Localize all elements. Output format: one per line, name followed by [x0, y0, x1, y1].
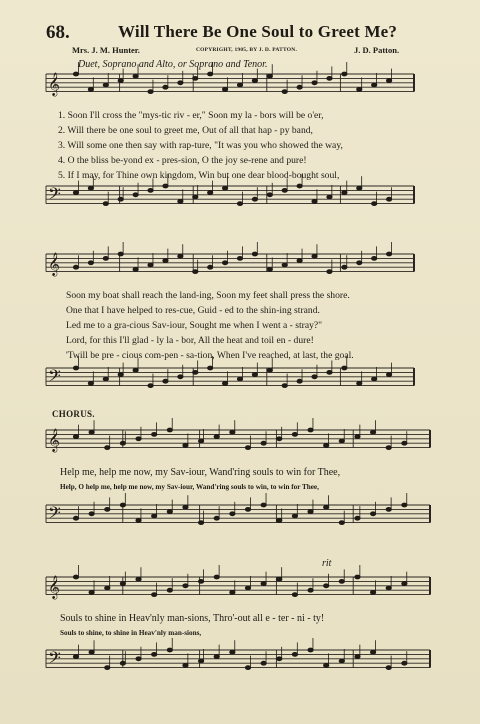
- note-head: [277, 519, 282, 523]
- note-head: [73, 655, 78, 659]
- note-head: [355, 435, 360, 439]
- note-head: [152, 653, 157, 657]
- note-head: [103, 257, 108, 261]
- note-head: [193, 270, 198, 274]
- note-head: [386, 79, 391, 83]
- note-head: [178, 375, 183, 379]
- note-head: [261, 582, 266, 586]
- note-head: [214, 516, 219, 520]
- note-head: [230, 512, 235, 516]
- verse-line: 5. If I may, for Thine own kingdom, Win but one dear blood-bought soul,: [58, 170, 340, 181]
- note-head: [133, 74, 138, 78]
- note-head: [88, 261, 93, 265]
- note-head: [324, 664, 329, 668]
- verse-line: 1. Soon I'll cross the "mys-tic riv - er," Soon my la - bors will be o'er,: [58, 110, 324, 121]
- note-head: [136, 577, 141, 581]
- note-head: [355, 575, 360, 579]
- note-head: [230, 650, 235, 654]
- note-head: [73, 435, 78, 439]
- note-head: [339, 659, 344, 663]
- note-head: [402, 503, 407, 507]
- clef-icon: 𝄞: [48, 251, 60, 276]
- note-head: [133, 193, 138, 197]
- verse-line: 2. Will there be one soul to greet me, Out of all that hap - py band,: [58, 125, 313, 136]
- note-head: [167, 648, 172, 652]
- note-head: [357, 261, 362, 265]
- note-head: [261, 503, 266, 507]
- note-head: [183, 505, 188, 509]
- note-head: [245, 508, 250, 512]
- note-head: [297, 379, 302, 383]
- note-head: [208, 366, 213, 370]
- verse-line: Soon my boat shall reach the land-ing, Soon my feet shall press the shore.: [66, 290, 350, 301]
- verse-line: Lord, for this I'll glad - ly la - bor, All the heat and toil en - dure!: [66, 335, 314, 346]
- note-head: [105, 586, 110, 590]
- note-head: [386, 373, 391, 377]
- note-head: [282, 90, 287, 94]
- note-head: [386, 197, 391, 201]
- verse-line: 'Twill be pre - cious com-pen - sa-tion, When I've reached, at last, the goal.: [66, 350, 354, 361]
- note-head: [105, 666, 110, 670]
- note-head: [277, 657, 282, 661]
- note-head: [198, 439, 203, 443]
- note-head: [222, 186, 227, 190]
- note-head: [386, 252, 391, 256]
- note-head: [312, 81, 317, 85]
- note-head: [372, 83, 377, 87]
- note-head: [342, 72, 347, 76]
- note-head: [163, 259, 168, 263]
- note-head: [237, 257, 242, 261]
- note-head: [198, 580, 203, 584]
- note-head: [105, 508, 110, 512]
- note-head: [152, 514, 157, 518]
- verse-line: One that I have helped to res-cue, Guid - ed to the shin-ing strand.: [66, 305, 320, 316]
- note-head: [103, 83, 108, 87]
- note-head: [118, 197, 123, 201]
- note-head: [357, 88, 362, 92]
- note-head: [103, 377, 108, 381]
- note-head: [73, 72, 78, 76]
- note-head: [308, 428, 313, 432]
- note-head: [277, 437, 282, 441]
- note-head: [372, 377, 377, 381]
- hymn-number: 68.: [46, 22, 70, 43]
- note-head: [282, 189, 287, 193]
- note-head: [342, 191, 347, 195]
- note-head: [402, 582, 407, 586]
- note-head: [372, 257, 377, 261]
- clef-icon: 𝄞: [48, 574, 60, 599]
- note-head: [222, 88, 227, 92]
- note-head: [297, 85, 302, 89]
- note-head: [277, 577, 282, 581]
- note-head: [386, 666, 391, 670]
- note-head: [402, 441, 407, 445]
- note-head: [252, 79, 257, 83]
- note-head: [339, 439, 344, 443]
- verse-line: 3. Will some one then say with rap-ture, "It was you who showed the way,: [58, 140, 343, 151]
- note-head: [193, 195, 198, 199]
- note-head: [237, 202, 242, 206]
- note-head: [214, 575, 219, 579]
- note-head: [312, 375, 317, 379]
- note-head: [312, 200, 317, 204]
- note-head: [252, 252, 257, 256]
- note-head: [297, 184, 302, 188]
- note-head: [230, 591, 235, 595]
- copyright-notice: COPYRIGHT, 1905, BY J. D. PATTON.: [196, 47, 298, 53]
- note-head: [282, 263, 287, 267]
- ritardando-marking: rit: [322, 558, 332, 569]
- chorus-line-2-upper: Souls to shine in Heav'nly man-sions, Thro'-out all e - ter - ni - ty!: [60, 613, 325, 624]
- note-head: [402, 661, 407, 665]
- note-head: [308, 510, 313, 514]
- note-head: [324, 584, 329, 588]
- verse-line: Led me to a gra-cious Sav-iour, Sought me when I went a - stray?": [66, 320, 323, 331]
- clef-icon: 𝄢: [48, 183, 61, 208]
- clef-icon: 𝄢: [48, 502, 61, 527]
- note-head: [342, 265, 347, 269]
- note-head: [133, 268, 138, 272]
- note-head: [183, 664, 188, 668]
- note-head: [120, 503, 125, 507]
- note-head: [73, 265, 78, 269]
- lyricist-credit: Mrs. J. M. Hunter.: [72, 45, 140, 55]
- note-head: [245, 666, 250, 670]
- verse-line: 4. O the bliss be-yond ex - pres-sion, O the joy se-rene and pure!: [58, 155, 307, 166]
- note-head: [308, 588, 313, 592]
- note-head: [372, 202, 377, 206]
- note-head: [370, 650, 375, 654]
- note-head: [355, 516, 360, 520]
- note-head: [267, 193, 272, 197]
- note-head: [267, 368, 272, 372]
- clef-icon: 𝄢: [48, 647, 61, 672]
- note-head: [355, 655, 360, 659]
- note-head: [245, 586, 250, 590]
- note-head: [88, 382, 93, 386]
- note-head: [152, 593, 157, 597]
- note-head: [73, 575, 78, 579]
- note-head: [118, 373, 123, 377]
- note-head: [386, 446, 391, 450]
- note-head: [327, 195, 332, 199]
- note-head: [357, 186, 362, 190]
- note-head: [312, 254, 317, 258]
- note-head: [193, 77, 198, 81]
- chorus-line-1-upper: Help me, help me now, my Sav-iour, Wand'ring souls to win for Thee,: [60, 467, 341, 478]
- note-head: [178, 254, 183, 258]
- note-head: [73, 516, 78, 520]
- note-head: [163, 184, 168, 188]
- note-head: [89, 591, 94, 595]
- composer-credit: J. D. Patton.: [354, 45, 400, 55]
- note-head: [136, 437, 141, 441]
- note-head: [324, 444, 329, 448]
- note-head: [148, 263, 153, 267]
- note-head: [370, 512, 375, 516]
- note-head: [292, 653, 297, 657]
- note-head: [297, 259, 302, 263]
- note-head: [339, 580, 344, 584]
- note-head: [327, 371, 332, 375]
- note-head: [167, 428, 172, 432]
- note-head: [222, 261, 227, 265]
- note-head: [198, 521, 203, 525]
- note-head: [386, 508, 391, 512]
- note-head: [183, 444, 188, 448]
- note-head: [267, 268, 272, 272]
- note-head: [357, 382, 362, 386]
- note-head: [163, 85, 168, 89]
- note-head: [292, 433, 297, 437]
- note-head: [148, 189, 153, 193]
- note-head: [178, 200, 183, 204]
- note-head: [118, 252, 123, 256]
- note-head: [261, 441, 266, 445]
- chorus-label: CHORUS.: [52, 409, 95, 419]
- note-head: [148, 384, 153, 388]
- note-head: [178, 81, 183, 85]
- note-head: [327, 77, 332, 81]
- note-head: [292, 514, 297, 518]
- note-head: [148, 90, 153, 94]
- note-head: [292, 593, 297, 597]
- note-head: [183, 584, 188, 588]
- note-head: [208, 191, 213, 195]
- note-head: [163, 379, 168, 383]
- hymn-title: Will There Be One Soul to Greet Me?: [118, 22, 398, 41]
- note-head: [208, 265, 213, 269]
- note-head: [193, 371, 198, 375]
- note-head: [152, 433, 157, 437]
- note-head: [282, 384, 287, 388]
- note-head: [73, 366, 78, 370]
- note-head: [136, 657, 141, 661]
- note-head: [105, 446, 110, 450]
- note-head: [167, 588, 172, 592]
- note-head: [214, 435, 219, 439]
- note-head: [89, 512, 94, 516]
- note-head: [342, 366, 347, 370]
- note-head: [136, 519, 141, 523]
- note-head: [133, 368, 138, 372]
- note-head: [118, 79, 123, 83]
- note-head: [208, 72, 213, 76]
- chorus-line-2-lower: Souls to shine, to shine in Heav'nly man-sions,: [60, 629, 202, 637]
- note-head: [324, 505, 329, 509]
- note-head: [88, 186, 93, 190]
- note-head: [222, 382, 227, 386]
- note-head: [198, 659, 203, 663]
- performance-direction: Duet, Soprano and Alto, or Soprano and Tenor.: [78, 59, 268, 70]
- note-head: [120, 582, 125, 586]
- chorus-line-1-lower: Help, O help me, help me now, my Sav-iour, Wand'ring souls to win, to win for Thee,: [60, 483, 319, 491]
- clef-icon: 𝄞: [48, 427, 60, 452]
- note-head: [370, 591, 375, 595]
- note-head: [267, 74, 272, 78]
- note-head: [237, 377, 242, 381]
- note-head: [89, 430, 94, 434]
- clef-icon: 𝄞: [48, 71, 60, 96]
- note-head: [339, 521, 344, 525]
- note-head: [103, 202, 108, 206]
- note-head: [120, 661, 125, 665]
- note-head: [327, 270, 332, 274]
- note-head: [386, 586, 391, 590]
- note-head: [252, 373, 257, 377]
- note-head: [88, 88, 93, 92]
- note-head: [214, 655, 219, 659]
- clef-icon: 𝄢: [48, 365, 61, 390]
- note-head: [261, 661, 266, 665]
- note-head: [167, 510, 172, 514]
- note-head: [237, 83, 242, 87]
- note-head: [230, 430, 235, 434]
- note-head: [89, 650, 94, 654]
- note-head: [245, 446, 250, 450]
- note-head: [252, 197, 257, 201]
- note-head: [370, 430, 375, 434]
- note-head: [308, 648, 313, 652]
- note-head: [120, 441, 125, 445]
- note-head: [73, 191, 78, 195]
